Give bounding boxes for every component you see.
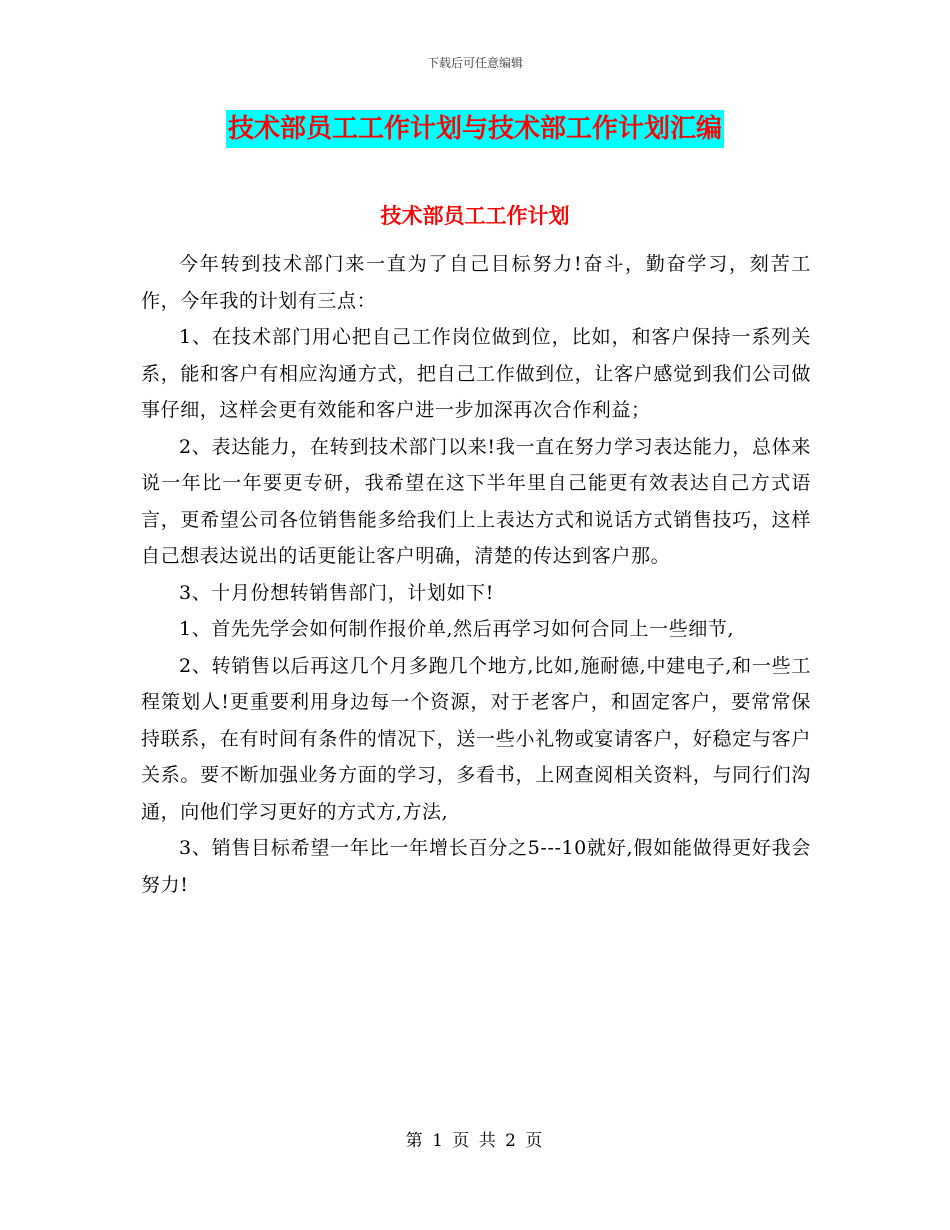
document-title-container xyxy=(0,110,950,148)
page-header-note: 下载后可任意编辑 xyxy=(426,56,523,70)
paragraph-item-1: 1、在技术部门用心把自己工作岗位做到位，比如，和客户保持一系列关系，能和客户有相应沟通方式，把自己工作做到位，让客户感觉到我们公司做事仔细，这样会更有效能和客户进一步加深再次合作利益； xyxy=(141,326,811,421)
paragraph-plan-3: 3、销售目标希望一年比一年增长百分之5---10就好,假如能做得更好我会努力! xyxy=(141,837,811,896)
document-title: 技术部员工工作计划与技术部工作计划汇编 xyxy=(226,110,724,148)
paragraph-item-3: 3、十月份想转销售部门，计划如下! xyxy=(179,581,494,604)
section-title: 技术部员工工作计划 xyxy=(380,204,570,228)
document-body xyxy=(141,246,811,903)
page-footer-indicator: 第 1 页 共 2 页 xyxy=(405,1131,545,1151)
paragraph-intro: 今年转到技术部门来一直为了自己目标努力!奋斗，勤奋学习，刻苦工作，今年我的计划有三点： xyxy=(141,253,811,312)
paragraph-item-2: 2、表达能力，在转到技术部门以来!我一直在努力学习表达能力，总体来说一年比一年要更专研，我希望在这下半年里自己能更有效表达自己方式语言，更希望公司各位销售能多给我们上上表达方式和说话方式销售技巧，这样自己想表达说出的话更能让客户明确，清楚的传达到客户那。 xyxy=(141,435,811,567)
paragraph-plan-2: 2、转销售以后再这几个月多跑几个地方,比如,施耐德,中建电子,和一些工程策划人!更重要利用身边每一个资源，对于老客户，和固定客户，要常常保持联系，在有时间有条件的情况下，送一些小礼物或宴请客户，好稳定与客户关系。要不断加强业务方面的学习，多看书，上网查阅相关资料，与同行们沟通，向他们学习更好的方式方,方法, xyxy=(141,654,811,823)
paragraph-plan-1: 1、首先先学会如何制作报价单,然后再学习如何合同上一些细节, xyxy=(179,618,735,640)
